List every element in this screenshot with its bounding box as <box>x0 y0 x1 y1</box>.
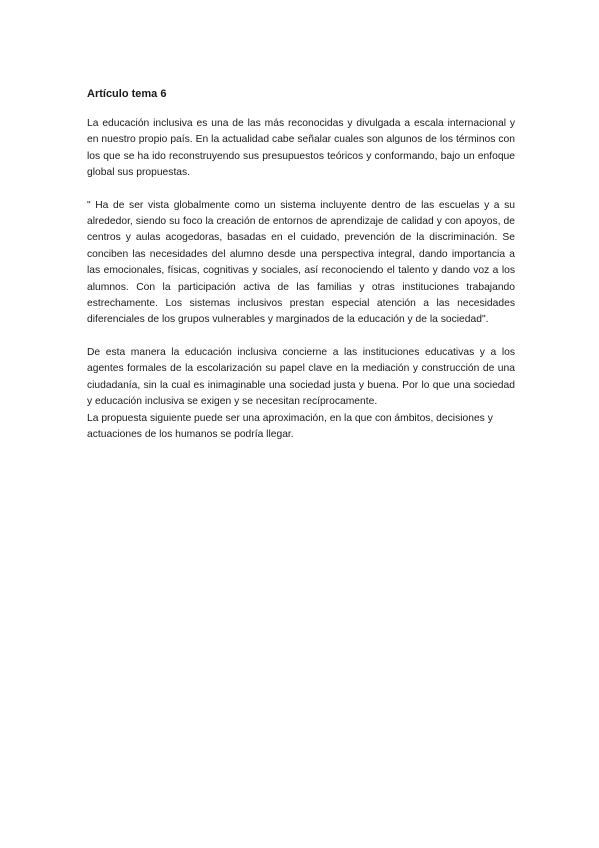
document-body <box>87 86 515 459</box>
document-title: Artículo tema 6 <box>87 88 167 100</box>
paragraph-intro: La educación inclusiva es una de las más reconocidas y divulgada a escala internacional y en nuestro propio país. En la actualidad cabe señalar cuales son algunos de los términos con los que se ha ido reconstruyendo sus presupuestos teóricos y conformando, bajo un enfoque global sus propuestas. <box>87 118 515 179</box>
paragraph-proposal: La propuesta siguiente puede ser una aproximación, en la que con ámbitos, decisiones y actuaciones de los humanos se podría llegar. <box>87 412 493 440</box>
paragraph-quote: " Ha de ser vista globalmente como un sistema incluyente dentro de las escuelas y a su alrededor, siendo su foco la creación de entornos de aprendizaje de calidad y con apoyos, de centros y aulas acogedoras, basadas en el cuidado, prevención de la discriminación. Se conciben las necesidades del alumno desde una perspectiva integral, dando importancia a las emocionales, físicas, cognitivas y sociales, así reconociendo el talento y dando voz a los alumnos. Con la participación activa de las familias y otras instituciones trabajando estrechamente. Los sistemas inclusivos prestan especial atención a las necesidades diferenciales de los grupos vulnerables y marginados de la educación y de la sociedad". <box>87 199 515 326</box>
paragraph-conclusion: De esta manera la educación inclusiva concierne a las instituciones educativas y a los agentes formales de la escolarización su papel clave en la mediación y construcción de una ciudadanía, sin la cual es inimaginable una sociedad justa y buena. Por lo que una sociedad y educación inclusiva se exigen y se necesitan recíprocamente. <box>87 346 515 408</box>
